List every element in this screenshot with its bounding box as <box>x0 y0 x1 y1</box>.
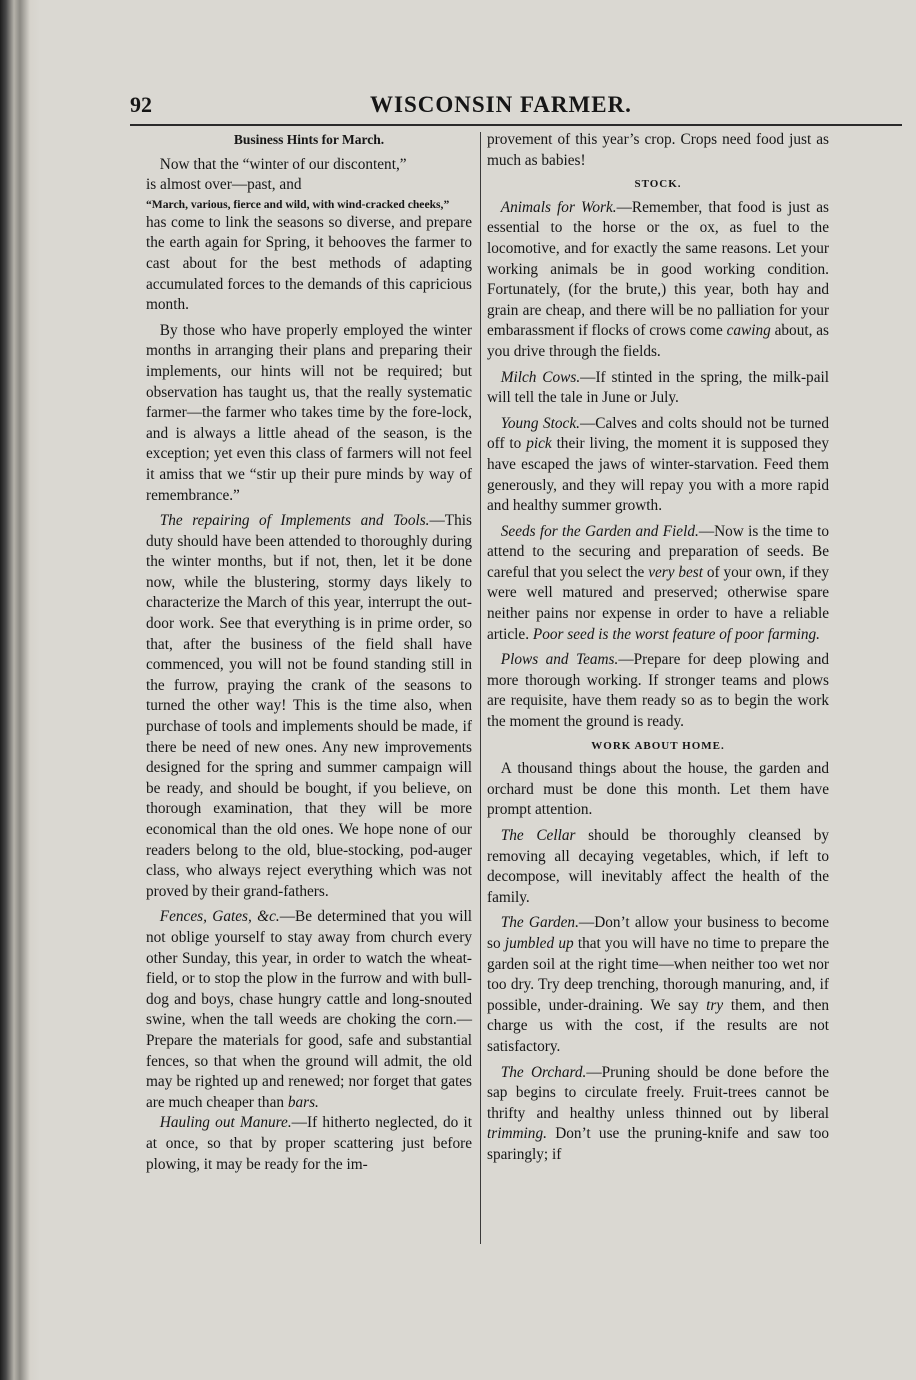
book-binding-edge <box>0 0 40 1380</box>
paragraph-young-stock <box>487 414 829 517</box>
milch-body: —If stinted in the spring, the milk-pail will tell the tale in June or July. <box>487 368 829 407</box>
fences-lead: Fences, Gates, &c. <box>159 908 280 926</box>
animals-body-b: about, as you drive through the fields. <box>487 322 829 360</box>
plows-lead: Plows and Teams. <box>500 651 619 669</box>
paragraph-intro-rest: has come to link the seasons so diverse, and prepare the earth again for Spring, it behooves the farmer to cast about for the best methods of adapting accumulated forces to the demands of this capricious month. <box>146 213 472 314</box>
manure-lead: Hauling out Manure. <box>159 1114 292 1132</box>
animals-body-a: —Remember, that food is just as essential to the horse or the ox, as fuel to the locomotive, and for exactly the same reasons. Let your working animals be in good working condition. Fortunately, (for the brute,) this year, both hay and grain are cheap, and there will be no palliation for your embarassment if flocks of crows come <box>487 198 829 340</box>
cellar-lead: The Cellar <box>500 827 576 844</box>
header-rule <box>130 124 902 126</box>
young-lead: Young Stock. <box>500 414 580 432</box>
garden-ital2: try <box>706 996 724 1014</box>
paragraph-animals <box>487 198 829 363</box>
young-body-b: their living, the moment it is supposed they have escaped the jaws of winter-starvation. Feed them generously, and they will repay you with a more rapid and healthy summer growth. <box>487 435 829 515</box>
animals-ital: cawing <box>726 322 771 340</box>
cellar-body: should be thoroughly cleansed by removing all decaying vegetables, which, if left to decompose, will inevitably affect the health of the family. <box>487 827 829 906</box>
paragraph-implements <box>146 511 472 902</box>
manure-body: —If hitherto neglected, do it at once, so that by proper scattering just before plowing, it may be ready for the im- <box>146 1114 472 1173</box>
paragraph-observation: By those who have properly employed the winter months in arranging their plans and preparing their implements, our hints will not be required; but observation has taught us, that the really systematic farmer—the farmer who takes time by the fore-lock, and is always a little ahead of the season, is the exception; yet even this class of farmers will not feel it amiss that we “stir up their pure minds by way of remembrance.” <box>146 321 472 504</box>
paragraph-intro-line1: Now that the “winter of our discontent,” <box>159 155 407 173</box>
paragraph-home: A thousand things about the house, the garden and orchard must be done this month. Let them have prompt attention. <box>487 760 829 819</box>
page-header <box>130 92 900 126</box>
paragraph-plows <box>487 650 829 732</box>
garden-ital: jumbled up <box>504 934 574 952</box>
garden-lead: The Garden. <box>500 914 579 932</box>
paragraph-orchard <box>487 1063 829 1166</box>
garden-body-b: that you will have no time to prepare the garden soil at the right time—when neither too wet nor too dry. Try deep trenching, thorough manuring, and, if possible, under-draining. We say <box>487 934 830 1014</box>
seeds-lead: Seeds for the Garden and Field. <box>500 522 699 540</box>
seeds-ital2: Poor seed is the worst feature of poor farming. <box>532 625 820 643</box>
paragraph-manure <box>146 1113 472 1175</box>
garden-body-a: —Don’t allow your business to become so <box>487 914 829 952</box>
article-title: Business Hints for March. <box>233 132 385 147</box>
orchard-body-a: —Pruning should be done before the sap begins to circulate freely. Fruit-trees cannot be thrifty and healthy unless thinned out by liberal <box>487 1063 829 1122</box>
animals-lead: Animals for Work. <box>500 198 617 216</box>
seeds-ital: very best <box>648 563 704 581</box>
plows-body: —Prepare for deep plowing and more thorough working. If stronger teams and plows are requisite, have them ready so as to begin the work the moment the ground is ready. <box>487 651 830 731</box>
running-title: WISCONSIN FARMER. <box>370 92 632 117</box>
implements-lead: The repairing of Implements and Tools. <box>159 512 430 530</box>
paragraph-milch <box>487 368 829 409</box>
section-heading-home: WORK ABOUT HOME. <box>591 739 725 752</box>
seeds-body-b: of your own, if they were well matured and preserved; otherwise spare neither pains nor expense in order to have a reliable article. <box>487 563 829 643</box>
paragraph-cellar <box>487 826 829 908</box>
orchard-ital: trimming. <box>487 1125 547 1143</box>
garden-body-c: them, and then charge us with the cost, if the results are not satisfactory. <box>487 996 830 1055</box>
column-divider <box>480 132 481 1244</box>
paragraph-fences <box>146 907 472 1113</box>
fences-end: bars. <box>287 1093 319 1111</box>
right-column <box>487 130 829 1166</box>
young-ital: pick <box>526 435 552 453</box>
orchard-lead: The Orchard. <box>500 1063 587 1081</box>
fences-body: —Be determined that you will not oblige yourself to stay away from church every other Sunday, this year, in order to watch the wheat-field, or to stop the plow in the furrow and with bull-dog and boys, chase hungry cattle and long-snouted swine, when the tall weeds are choking the corn.—Prepare the materials for good, safe and substantial fences, so that when the ground will admit, the old may be righted up and renewed; nor forget that gates are much cheaper than <box>146 908 473 1111</box>
implements-body: —This duty should have been attended to thoroughly during the winter months, but if not, then, let it be done now, while the blustering, stormy days likely to characterize the March of this year, interrupt the out-door work. See that everything is in prime order, so that, after the business of the field shall have commenced, you will not be found standing still in the furrow, praying the crank of the seasons to turned the other way! This is the time also, when purchase of tools and implements should be made, if there be need of new ones. Any new improvements designed for the spring and summer campaign will be ready, and should be bought, if you believe, on thorough examination, that they will be more economical than the old ones. We hope none of our readers belong to the old, blue-stocking, pod-auger class, who always reject everything which was not proved by their grand-fathers. <box>146 512 472 900</box>
left-column <box>146 130 472 1175</box>
page-number: 92 <box>130 92 152 117</box>
paragraph-seeds <box>487 522 829 646</box>
young-body-a: —Calves and colts should not be turned off to <box>487 414 829 453</box>
milch-lead: Milch Cows. <box>500 368 581 386</box>
paragraph-garden <box>487 913 829 1057</box>
paragraph-crop-continuation: provement of this year’s crop. Crops need food just as much as babies! <box>487 131 829 169</box>
section-heading-stock: STOCK. <box>634 178 682 191</box>
seeds-body-a: —Now is the time to attend to the securing and preparation of seeds. Be careful that you select the <box>487 522 829 581</box>
paragraph-intro-line2: is almost over—past, and <box>146 176 302 194</box>
orchard-body-b: Don’t use the pruning-knife and saw too sparingly; if <box>487 1125 829 1163</box>
quotation: “March, various, fierce and wild, with wind-cracked cheeks,” <box>146 197 450 211</box>
